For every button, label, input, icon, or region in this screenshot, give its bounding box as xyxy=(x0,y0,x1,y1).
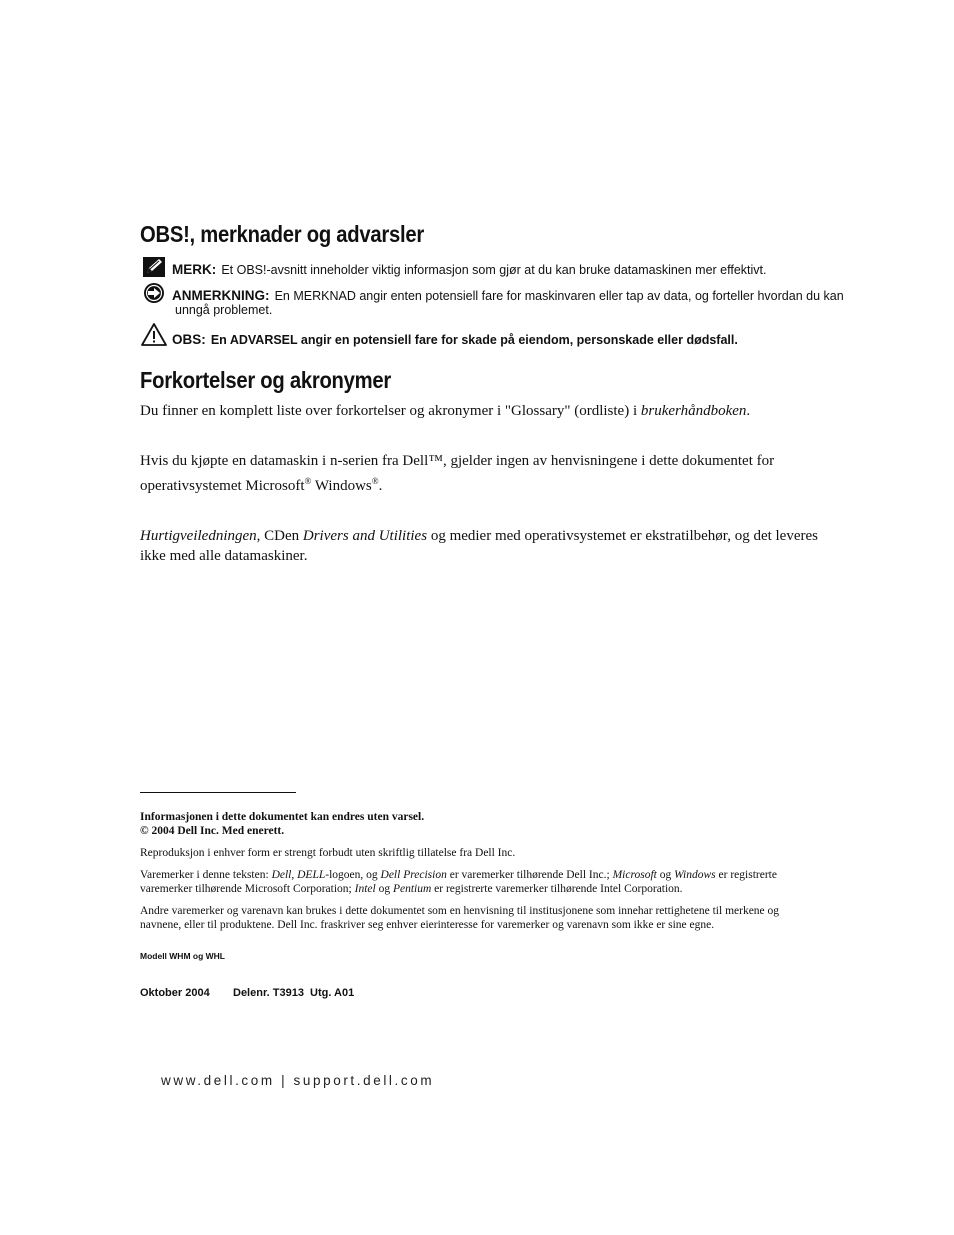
text-run-italic: Pentium xyxy=(392,883,432,895)
footnote-divider xyxy=(140,792,296,793)
merk-label: MERK: xyxy=(172,262,217,277)
text-run: Du finner en komplett liste over forkortelser og akronymer i "Glossary" (ordliste) i xyxy=(140,403,641,419)
text-run: navnene, eller til produktene. Dell Inc. fraskriver seg enhver eierinteresse for varemerker og varenavn som ikke er sine egne. xyxy=(140,919,715,931)
text-run: og xyxy=(375,883,393,895)
abbrev-paragraph-3 xyxy=(140,526,840,566)
part-number: Delenr. T3913 xyxy=(233,987,304,999)
legal-reproduction: Reproduksjon i enhver form er strengt forbudt uten skriftlig tillatelse fra Dell Inc. xyxy=(140,847,516,859)
section-title-notices: OBS!, merknader og advarsler xyxy=(140,221,424,247)
anmerkning-text-2: unngå problemet. xyxy=(175,303,273,317)
revision: Utg. A01 xyxy=(310,987,355,999)
notice-arrow-icon xyxy=(142,282,166,304)
text-run: -logoen, og xyxy=(325,869,381,881)
anmerkning-label: ANMERKNING: xyxy=(172,288,270,303)
text-run: Andre varemerker og varenavn kan brukes i dette dokumentet som en henvisning til institusjonene som innehar rettighetene til merkene og xyxy=(140,905,780,917)
obs-text: En ADVARSEL angir en potensiell fare for skade på eiendom, personskade eller dødsfall. xyxy=(210,333,738,347)
text-run: er registrerte xyxy=(715,869,777,881)
registered-mark: ® xyxy=(304,476,312,486)
obs-label: OBS: xyxy=(172,332,206,347)
text-run: Hvis du kjøpte en datamaskin i n-serien fra Dell™, gjelder ingen av henvisningene i dette dokumentet for xyxy=(140,453,775,469)
print-date: Oktober 2004 xyxy=(140,987,210,999)
text-run: er registrerte varemerker tilhørende Intel Corporation. xyxy=(431,883,683,895)
legal-other-trademarks xyxy=(140,904,840,932)
text-run-italic: Microsoft xyxy=(612,869,657,881)
text-run: operativsystemet Microsoft xyxy=(140,478,305,494)
text-run-italic: Drivers and Utilities xyxy=(302,528,428,544)
text-run: , xyxy=(291,869,298,881)
section-title-abbreviations: Forkortelser og akronymer xyxy=(140,367,391,393)
text-run-italic: Dell Precision xyxy=(380,869,447,881)
text-run-italic: Intel xyxy=(354,883,376,895)
legal-info xyxy=(140,810,840,838)
footer-url: www.dell.com | support.dell.com xyxy=(161,1073,435,1088)
obs-note xyxy=(172,329,738,348)
text-run: og xyxy=(656,869,675,881)
text-run: . xyxy=(378,478,383,494)
text-run: er varemerker tilhørende Dell Inc.; xyxy=(446,869,613,881)
text-run: . xyxy=(746,403,751,419)
text-run-italic: Hurtigveiledningen xyxy=(140,528,257,544)
text-run-italic: Dell xyxy=(271,869,292,881)
text-run: © 2004 Dell Inc. Med enerett. xyxy=(140,825,285,837)
merk-text: Et OBS!-avsnitt inneholder viktig informasjon som gjør at du kan bruke datamaskinen mer effektivt. xyxy=(221,263,767,277)
text-run: og medier med operativsystemet er ekstratilbehør, og det leveres xyxy=(427,528,818,544)
text-run: ikke med alle datamaskiner. xyxy=(140,548,308,564)
warning-triangle-icon xyxy=(141,323,165,345)
text-run: varemerker tilhørende Microsoft Corporation; xyxy=(140,883,355,895)
legal-trademarks xyxy=(140,868,840,896)
anmerkning-note xyxy=(172,285,844,304)
text-run: Informasjonen i dette dokumentet kan endres uten varsel. xyxy=(140,811,425,823)
registered-mark: ® xyxy=(371,476,379,486)
text-run-italic: brukerhåndboken xyxy=(640,403,747,419)
note-pencil-icon xyxy=(142,256,166,278)
text-run: Varemerker i denne teksten: xyxy=(140,869,272,881)
anmerkning-text-1: En MERKNAD angir enten potensiell fare for maskinvaren eller tap av data, og forteller hvordan du kan xyxy=(274,289,844,303)
text-run: Windows xyxy=(311,478,372,494)
text-run-italic: DELL xyxy=(297,869,326,881)
merk-note xyxy=(172,259,767,278)
text-run: , CDen xyxy=(256,528,303,544)
abbrev-paragraph-1 xyxy=(140,401,840,421)
model-number: Modell WHM og WHL xyxy=(140,951,225,961)
text-run-italic: Windows xyxy=(674,869,716,881)
abbrev-paragraph-2 xyxy=(140,451,840,496)
